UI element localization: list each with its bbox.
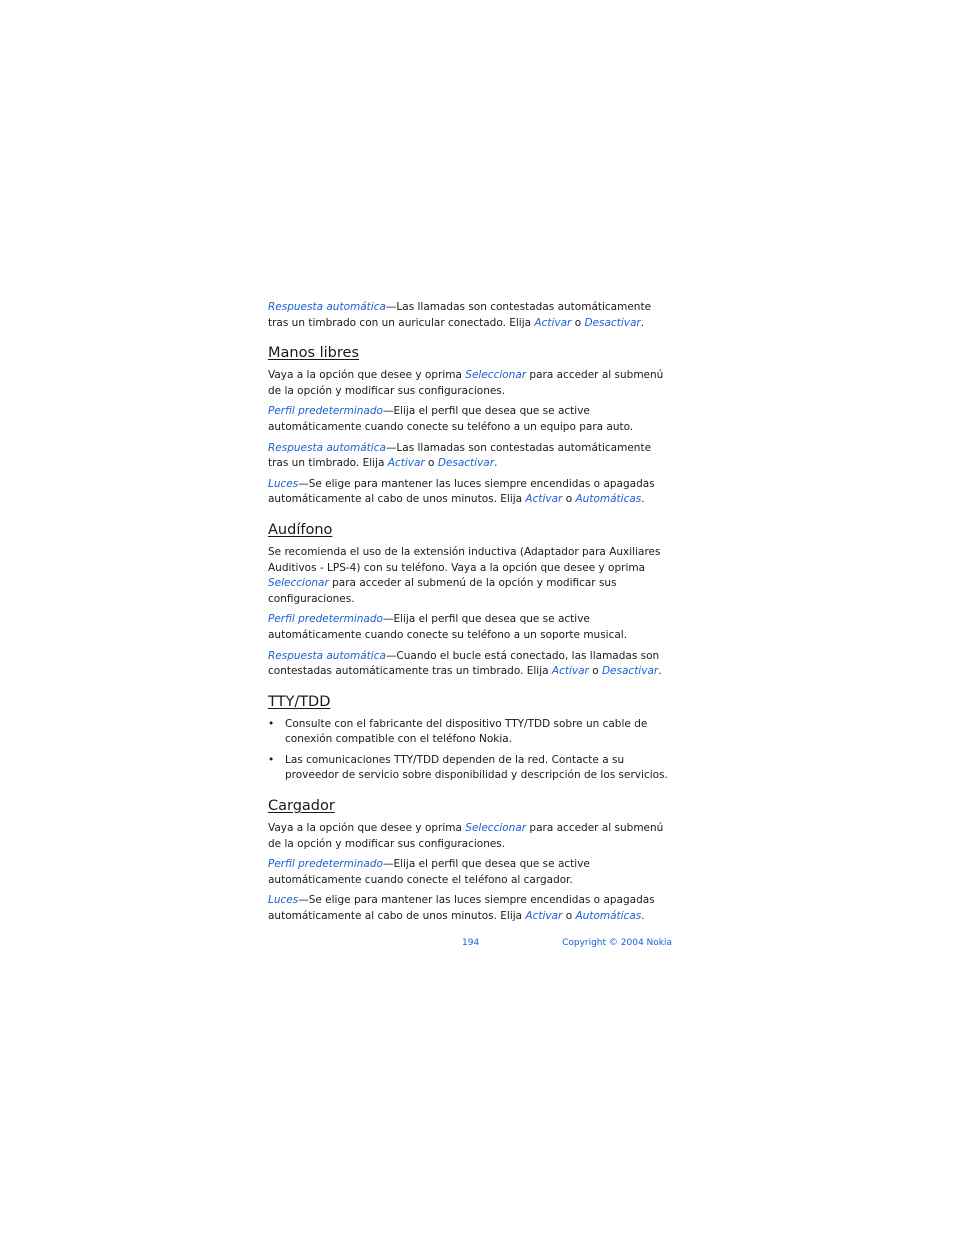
option-automaticas: Automáticas bbox=[575, 493, 642, 506]
option-seleccionar: Seleccionar bbox=[465, 822, 527, 835]
cargador-paragraph-2: Perfil predeterminado—Elija el perfil que desea que se active automáticamente cuando conecte el teléfono al cargador. bbox=[268, 858, 590, 886]
term-perfil-predeterminado: Perfil predeterminado bbox=[268, 858, 383, 871]
option-desactivar: Desactivar bbox=[437, 457, 495, 470]
list-item: • Las comunicaciones TTY/TDD dependen de la red. Contacte a su proveedor de servicio sobre disponibilidad y descripción de los servicios. bbox=[268, 753, 668, 782]
term-respuesta-automatica: Respuesta automática bbox=[268, 649, 386, 662]
term-luces: Luces bbox=[268, 894, 299, 907]
option-activar: Activar bbox=[525, 493, 563, 506]
manos-libres-paragraph-3: Respuesta automática—Las llamadas son contestadas automáticamente tras un timbrado. Elija Activar o Desactivar. bbox=[268, 441, 652, 470]
audifono-paragraph-2: Perfil predeterminado—Elija el perfil que desea que se active automáticamente cuando conecte su teléfono a un soporte musical. bbox=[268, 613, 628, 641]
manos-libres-paragraph-1: Vaya a la opción que desee y oprima Seleccionar para acceder al submenú de la opción y modificar sus configuraciones. bbox=[268, 369, 664, 397]
page-footer bbox=[268, 938, 672, 952]
heading-cargador: Cargador bbox=[268, 798, 335, 815]
cargador-paragraph-1: Vaya a la opción que desee y oprima Seleccionar para acceder al submenú de la opción y modificar sus configuraciones. bbox=[268, 822, 664, 850]
page-content bbox=[268, 300, 672, 930]
manos-libres-paragraph-4: Luces—Se elige para mantener las luces siempre encendidas o apagadas automáticamente al cabo de unos minutos. Elija Activar o Automáticas. bbox=[268, 477, 655, 506]
option-seleccionar: Seleccionar bbox=[465, 369, 527, 382]
bullet-icon: • bbox=[268, 753, 275, 766]
term-respuesta-automatica: Respuesta automática bbox=[268, 301, 386, 313]
copyright-notice: Copyright © 2004 Nokia bbox=[562, 938, 672, 948]
term-perfil-predeterminado: Perfil predeterminado bbox=[268, 613, 383, 626]
term-luces: Luces bbox=[268, 477, 299, 490]
term-respuesta-automatica: Respuesta automática bbox=[268, 441, 386, 454]
option-activar: Activar bbox=[534, 316, 572, 329]
option-automaticas: Automáticas bbox=[575, 910, 642, 923]
list-item: • Consulte con el fabricante del dispositivo TTY/TDD sobre un cable de conexión compatible con el teléfono Nokia. bbox=[268, 717, 648, 746]
intro-paragraph: Respuesta automática—Las llamadas son contestadas automáticamente tras un timbrado con un auricular conectado. Elija Activar o Desactivar. bbox=[268, 301, 652, 329]
option-activar: Activar bbox=[551, 665, 589, 678]
option-seleccionar: Seleccionar bbox=[268, 577, 329, 590]
audifono-paragraph-1: Se recomienda el uso de la extensión inductiva (Adaptador para Auxiliares Auditivos - LPS-4) con su teléfono. Vaya a la opción que desee y oprima Seleccionar para acceder al submenú de la opción y modificar sus configuraciones. bbox=[268, 545, 661, 605]
option-desactivar: Desactivar bbox=[584, 316, 641, 329]
heading-tty-tdd: TTY/TDD bbox=[268, 693, 331, 710]
manos-libres-paragraph-2: Perfil predeterminado—Elija el perfil que desea que se active automáticamente cuando conecte su teléfono a un equipo para auto. bbox=[268, 405, 634, 433]
heading-audifono: Audífono bbox=[268, 521, 333, 538]
cargador-paragraph-3: Luces—Se elige para mantener las luces siempre encendidas o apagadas automáticamente al cabo de unos minutos. Elija Activar o Automáticas. bbox=[268, 894, 655, 923]
option-activar: Activar bbox=[525, 910, 563, 923]
audifono-paragraph-3: Respuesta automática—Cuando el bucle está conectado, las llamadas son contestadas automáticamente tras un timbrado. Elija Activar o Desactivar. bbox=[268, 649, 662, 678]
option-desactivar: Desactivar bbox=[601, 665, 659, 678]
page-number: 194 bbox=[462, 938, 480, 948]
bullet-icon: • bbox=[268, 717, 275, 730]
tty-bullet-list bbox=[268, 717, 672, 784]
term-perfil-predeterminado: Perfil predeterminado bbox=[268, 405, 383, 418]
option-activar: Activar bbox=[387, 457, 425, 470]
heading-manos-libres: Manos libres bbox=[268, 345, 360, 362]
